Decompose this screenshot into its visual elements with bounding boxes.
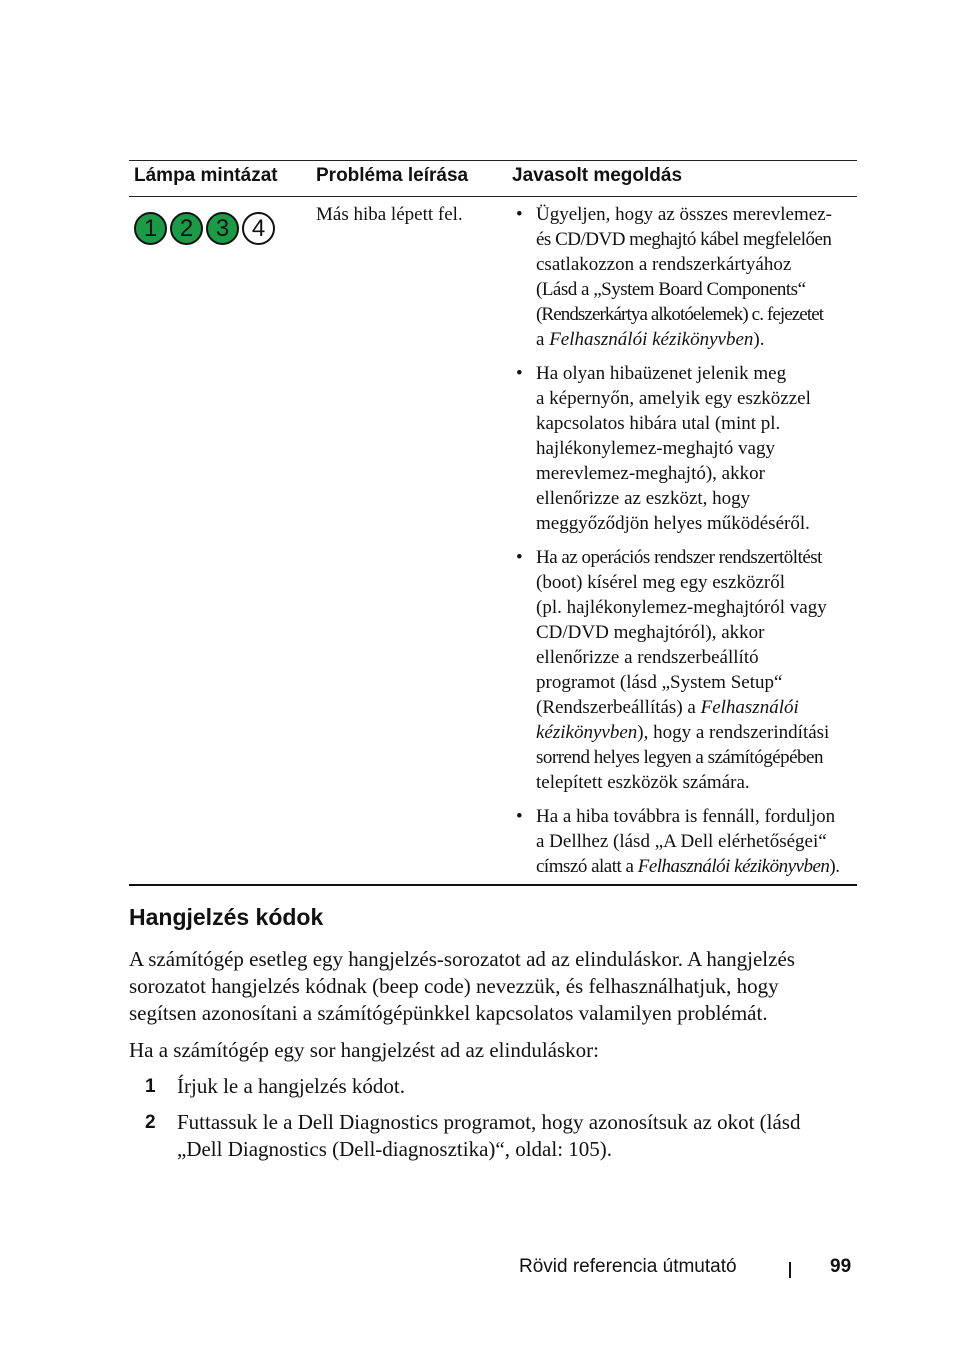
lamp-2-indicator: 2 <box>170 212 203 245</box>
footer-divider <box>789 1262 791 1278</box>
lamp-3-indicator: 3 <box>206 212 239 245</box>
intro-paragraph: A számítógép esetleg egy hangjelzés-sorozatot ad az elinduláskor. A hangjelzés sorozatot hangjelzés kódnak (beep code) nevezzük, és felhasználhatjuk, hogy segítsen azonosítani a számítógépünkkel kapcsolatos valamilyen problémát. <box>129 947 795 1025</box>
lamp-4-indicator: 4 <box>242 212 275 245</box>
bullet-glyph: • <box>516 806 523 827</box>
footer-title: Rövid referencia útmutató <box>519 1256 737 1277</box>
step-number: 2 <box>145 1112 156 1133</box>
header-problem-description: Probléma leírása <box>316 165 469 186</box>
solution-item-4: • Ha a hiba továbbra is fennáll, forduljon a Dellhez (lásd „A Dell elérhetőségei“ címszó alatt a Felhasználói kézikönyvben). <box>516 806 840 877</box>
solution-item-1: • Ügyeljen, hogy az összes merevlemez- és CD/DVD meghajtó kábel megfelelően csatlakozzon a rendszerkártyához (Lásd a „System Board Components“ (Rendszerkártya alkotóelemek) c. fejezetet a Felhasználói kézikönyvben). <box>516 204 832 350</box>
bullet-glyph: • <box>516 547 523 568</box>
solution-item-2: • Ha olyan hibaüzenet jelenik meg a képernyőn, amelyik egy eszközzel kapcsolatos hibára utal (mint pl. hajlékonylemez-meghajtó vagy merevlemez-meghajtó), akkor ellenőrizze az eszközt, hogy meggyőződjön helyes működéséről. <box>516 363 811 534</box>
header-lamp-pattern: Lámpa mintázat <box>134 165 278 186</box>
step-number: 1 <box>145 1076 156 1097</box>
page-number: 99 <box>830 1256 852 1277</box>
solution-item-3: • Ha az operációs rendszer rendszertöltést (boot) kísérel meg egy eszközről (pl. hajlékonylemez-meghajtóról vagy CD/DVD meghajtóról), akkor ellenőrizze a rendszerbeállító programot (lásd „System Setup“ (Rendszerbeállítás) a Felhasználói kézikönyvben), hogy a rendszerindítási sorrend helyes legyen a számítógépében telepített eszközök számára. <box>516 547 830 793</box>
header-suggested-solution: Javasolt megoldás <box>512 165 683 186</box>
table-header-rule <box>129 196 857 197</box>
problem-description: Más hiba lépett fel. <box>316 204 463 225</box>
table-top-rule <box>129 160 857 161</box>
section-heading: Hangjelzés kódok <box>129 904 324 930</box>
table-bottom-rule <box>129 884 857 886</box>
lead-in-paragraph: Ha a számítógép egy sor hangjelzést ad az elinduláskor: <box>129 1038 599 1062</box>
solution-list <box>516 202 856 888</box>
diagnostic-lamps <box>134 212 275 245</box>
bullet-glyph: • <box>516 204 523 225</box>
bullet-glyph: • <box>516 363 523 384</box>
lamp-1-indicator: 1 <box>134 212 167 245</box>
